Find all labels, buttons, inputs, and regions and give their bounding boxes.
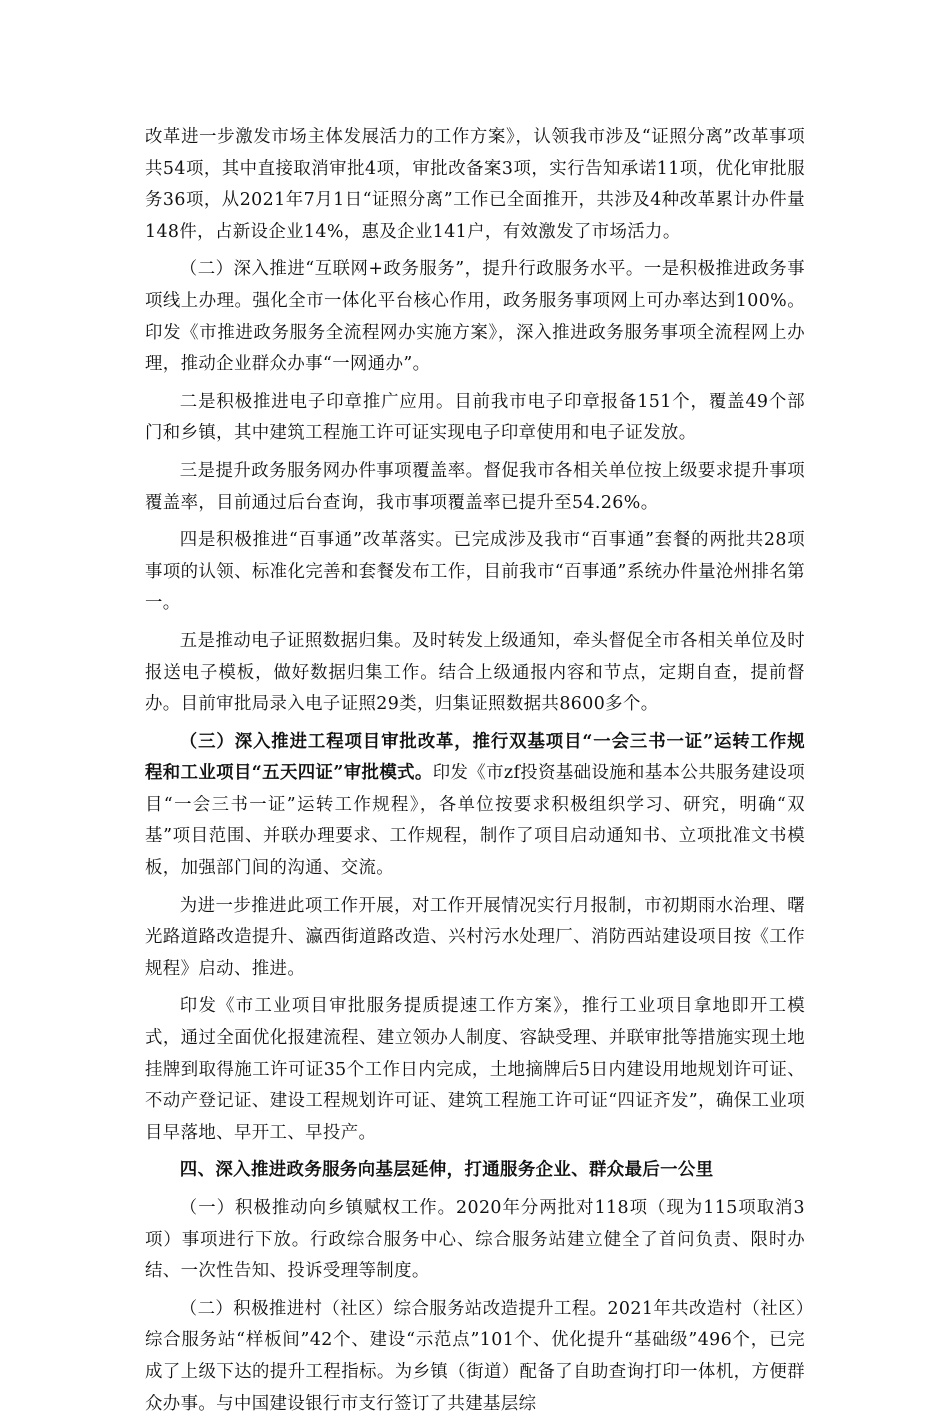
paragraph-electronic-seal: 二是积极推进电子印章推广应用。目前我市电子印章报备151个，覆盖49个部门和乡镇，其中建筑工程施工许可证实现电子印章使用和电子证发放。 [145,391,805,444]
paragraph-bold-lead: （三）深入推进工程项目审批改革，推行双基项目“一会三书一证”运转工作规程和工业项目“五天四证”审批模式。 [145,731,805,784]
paragraph-continuation: 改革进一步激发市场主体发展活力的工作方案》，认领我市涉及“证照分离”改革事项共54项，其中直接取消审批4项，审批改备案3项，实行告知承诺11项，优化审批服务36项，从2021年7月1日“证照分离”工作已全面推开，共涉及4种改革累计办件量148件，占新设企业14%，惠及企业141户，有效激发了市场活力。 [145,127,805,242]
paragraph-project-approval [145,727,805,885]
paragraph-industrial-projects: 印发《市工业项目审批服务提质提速工作方案》，推行工业项目拿地即开工模式，通过全面优化报建流程、建立领办人制度、容缺受理、并联审批等措施实现土地挂牌到取得施工许可证35个工作日内完成，土地摘牌后5日内建设用地规划许可证、不动产登记证、建设工程规划许可证、建筑工程施工许可证“四证齐发”，确保工业项目早落地、早开工、早投产。 [145,996,805,1143]
paragraph-body-text: 印发《市zf投资基础设施和基本公共服务建设项目“一会三书一证”运转工作规程》，各单位按要求积极组织学习、研究，明确“双基”项目范围、并联办理要求、工作规程，制作了项目启动通知书、立项批准文书模板，加强部门间的沟通、交流。 [145,763,805,879]
paragraph-coverage-rate: 三是提升政务服务网办件事项覆盖率。督促我市各相关单位按上级要求提升事项覆盖率，目前通过后台查询，我市事项覆盖率已提升至54.26%。 [145,460,805,513]
paragraph-internet-plus-services: （二）深入推进“互联网+政务服务”，提升行政服务水平。一是积极推进政务事项线上办理。强化全市一体化平台核心作用，政务服务事项网上可办率达到100%。印发《市推进政务服务全流程网办实施方案》，深入推进政务服务事项全流程网上办理，推动企业群众办事“一网通办”。 [145,259,805,375]
paragraph-baishitong: 四是积极推进“百事通”改革落实。已完成涉及我市“百事通”套餐的两批共28项事项的认领、标准化完善和套餐发布工作，目前我市“百事通”系统办件量沧州排名第一。 [145,530,805,614]
paragraph-township-empowerment: （一）积极推动向乡镇赋权工作。2020年分两批对118项（现为115项取消3项）事项进行下放。行政综合服务中心、综合服务站建立健全了首问负责、限时办结、一次性告知、投诉受理等制度。 [145,1198,805,1282]
paragraph-electronic-license: 五是推动电子证照数据归集。及时转发上级通知，牵头督促全市各相关单位及时报送电子模板，做好数据归集工作。结合上级通报内容和节点，定期自查，提前督办。目前审批局录入电子证照29类，归集证照数据共8600多个。 [145,630,805,715]
paragraph-service-station-upgrade: （二）积极推进村（社区）综合服务站改造提升工程。2021年共改造村（社区）综合服务站“样板间”42个、建设“示范点”101个、优化提升“基础级”496个，已完成了上级下达的提升工程指标。为乡镇（街道）配备了自助查询打印一体机，方便群众办事。与中国建设银行市支行签订了共建基层综 [145,1298,805,1414]
section-heading: 四、深入推进政务服务向基层延伸，打通服务企业、群众最后一公里 [179,1160,714,1181]
document-body [145,122,805,1426]
paragraph-monthly-report: 为进一步推进此项工作开展，对工作开展情况实行月报制，市初期雨水治理、曙光路道路改造提升、瀛西街道路改造、兴村污水处理厂、消防西站建设项目按《工作规程》启动、推进。 [145,895,805,979]
